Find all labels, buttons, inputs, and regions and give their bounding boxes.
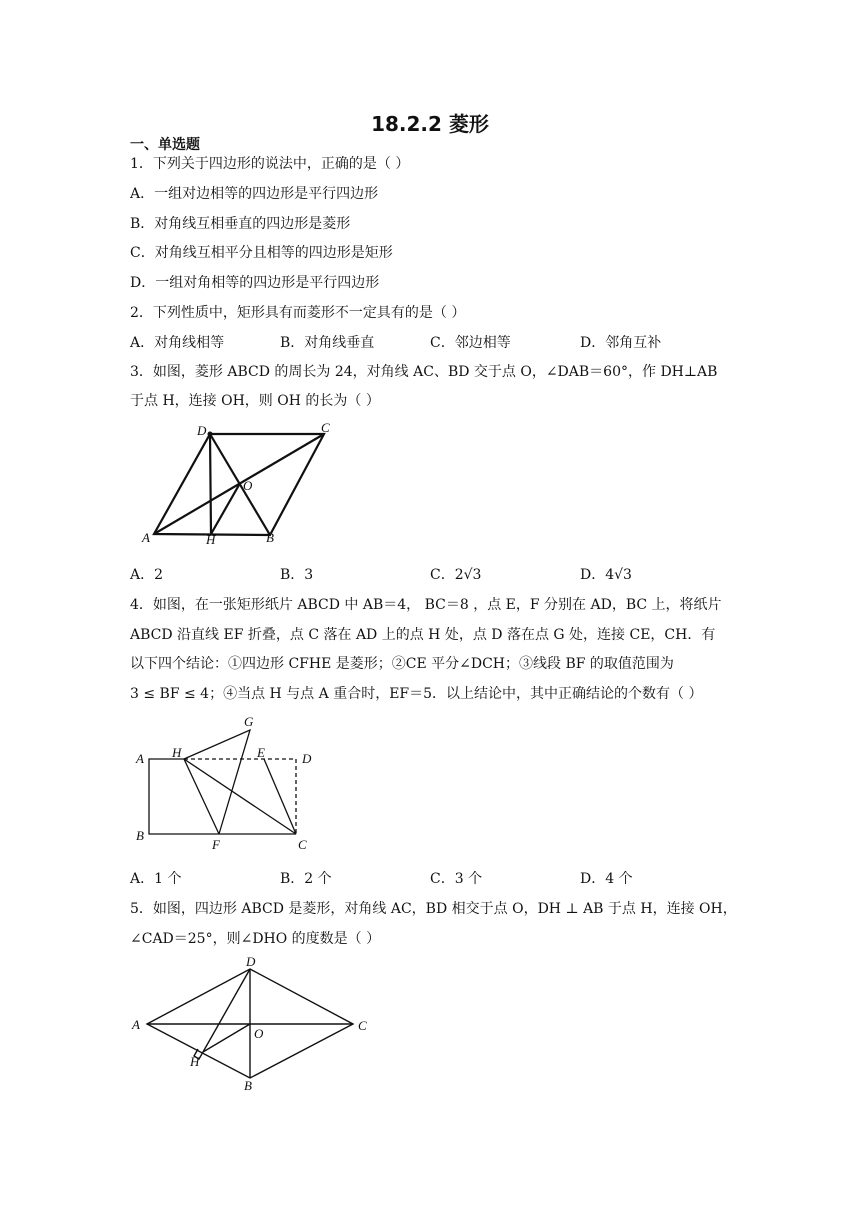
- point-d-dot: [208, 432, 213, 437]
- q3-option-a: A．2: [130, 567, 164, 583]
- q5-figure: [128, 952, 378, 1097]
- q5-label-d: D: [246, 954, 256, 969]
- q5-label-h: H: [190, 1054, 200, 1069]
- q3-option-b: B．3: [280, 567, 314, 583]
- q4-label-f: F: [212, 837, 220, 852]
- q1-option-a: A．一组对边相等的四边形是平行四边形: [130, 186, 379, 202]
- q4-label-g: G: [244, 714, 254, 729]
- q4-label-b: B: [136, 828, 144, 843]
- q1-option-c: C．对角线互相平分且相等的四边形是矩形: [130, 245, 393, 261]
- q1-option-b: B．对角线互相垂直的四边形是菱形: [130, 216, 351, 232]
- q3-options: [130, 564, 750, 584]
- q1-option-d: D．一组对角相等的四边形是平行四边形: [130, 275, 380, 291]
- q3-label-o: O: [243, 478, 253, 493]
- q3-label-c: C: [321, 420, 330, 435]
- segment-oh: [203, 1024, 250, 1052]
- q4-label-h: H: [172, 745, 182, 760]
- q5-label-c: C: [358, 1018, 367, 1033]
- segment-dh: [210, 434, 211, 534]
- q4-label-c: C: [298, 837, 307, 852]
- q4-option-d: D．4 个: [580, 871, 633, 887]
- q3-figure: [130, 418, 350, 548]
- q3-label-b: B: [266, 530, 274, 545]
- q3-line-1: 3．如图，菱形 ABCD 的周长为 24，对角线 AC、BD 交于点 O，∠DAB＝60°，作 DH⊥AB: [130, 364, 718, 380]
- q3-label-h: H: [206, 532, 216, 547]
- q5-label-b: B: [244, 1078, 252, 1093]
- q4-option-b: B．2 个: [280, 871, 332, 887]
- q3-option-c: C．2√3: [430, 567, 482, 583]
- q4-figure: [130, 710, 330, 855]
- q2-stem: 2．下列性质中，矩形具有而菱形不一定具有的是（ ）: [130, 305, 466, 321]
- q3-option-d: D．4√3: [580, 567, 632, 583]
- q4-label-d: D: [302, 751, 312, 766]
- q5-label-o: O: [254, 1026, 264, 1041]
- q1-stem: 1．下列关于四边形的说法中，正确的是（ ）: [130, 156, 410, 172]
- q4-line-1: 4．如图，在一张矩形纸片 ABCD 中 AB＝4， BC＝8 ，点 E，F 分别在 AD，BC 上，将纸片: [130, 597, 722, 613]
- q3-label-a: A: [142, 530, 150, 545]
- q4-label-e: E: [257, 745, 265, 760]
- q2-option-a: A．对角线相等: [130, 335, 225, 351]
- q4-line-4: 3 ≤ BF ≤ 4；④当点 H 与点 A 重合时，EF＝5．以上结论中，其中正确结论的个数有（ ）: [130, 686, 703, 702]
- q3-label-d: D: [197, 423, 207, 438]
- q4-line-2: ABCD 沿直线 EF 折叠，点 C 落在 AD 上的点 H 处，点 D 落在点 G 处，连接 CE，CH．有: [130, 627, 716, 643]
- folded-edge-hgef: [184, 730, 250, 834]
- section-heading: 一、单选题: [130, 137, 200, 153]
- q5-label-a: A: [132, 1017, 140, 1032]
- q2-option-d: D．邻角互补: [580, 335, 662, 351]
- q3-line-2: 于点 H，连接 OH，则 OH 的长为（ ）: [130, 393, 380, 409]
- q2-option-c: C．邻边相等: [430, 335, 511, 351]
- page-title: 18.2.2 菱形: [371, 112, 489, 136]
- q4-option-c: C．3 个: [430, 871, 483, 887]
- q5-line-2: ∠CAD＝25°，则∠DHO 的度数是（ ）: [130, 931, 381, 947]
- q4-option-a: A．1 个: [130, 871, 182, 887]
- q2-option-b: B．对角线垂直: [280, 335, 375, 351]
- q4-options: [130, 868, 750, 888]
- q4-label-a: A: [136, 751, 144, 766]
- q5-line-1: 5．如图，四边形 ABCD 是菱形，对角线 AC，BD 相交于点 O，DH ⊥ AB 于点 H，连接 OH，: [130, 901, 737, 917]
- q4-line-3: 以下四个结论：①四边形 CFHE 是菱形；②CE 平分∠DCH；③线段 BF 的取值范围为: [130, 656, 674, 672]
- q2-options: [130, 332, 750, 352]
